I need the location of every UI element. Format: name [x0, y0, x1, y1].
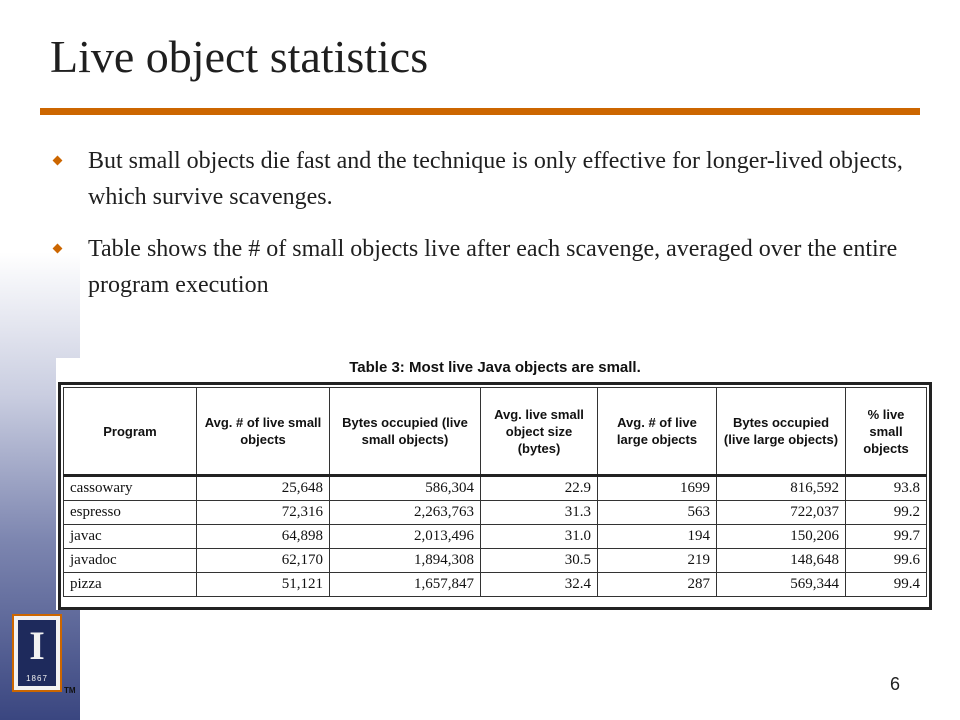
table-frame — [58, 382, 932, 610]
table-header-row — [64, 388, 927, 476]
table-cell: 25,648 — [197, 476, 330, 501]
table-cell: 1,894,308 — [330, 549, 481, 573]
table-cell: espresso — [64, 501, 197, 525]
column-header: % live small objects — [846, 388, 927, 476]
university-logo — [12, 614, 62, 692]
trademark-mark: TM — [64, 686, 76, 695]
table-cell: 93.8 — [846, 476, 927, 501]
table-cell: 2,263,763 — [330, 501, 481, 525]
table-row — [64, 525, 927, 549]
table-cell: 99.7 — [846, 525, 927, 549]
bullet-item — [50, 143, 910, 215]
table-cell: 1,657,847 — [330, 573, 481, 597]
table-cell: 816,592 — [717, 476, 846, 501]
table-figure — [56, 358, 934, 610]
table-cell: 1699 — [598, 476, 717, 501]
table-cell: 99.6 — [846, 549, 927, 573]
table-cell: 194 — [598, 525, 717, 549]
table-cell: 30.5 — [481, 549, 598, 573]
table-cell: 150,206 — [717, 525, 846, 549]
table-cell: 219 — [598, 549, 717, 573]
table-cell: javadoc — [64, 549, 197, 573]
table-row — [64, 476, 927, 501]
table-cell: 31.3 — [481, 501, 598, 525]
table-cell: 22.9 — [481, 476, 598, 501]
table-cell: 31.0 — [481, 525, 598, 549]
slide-title: Live object statistics — [50, 31, 429, 82]
table-cell: 51,121 — [197, 573, 330, 597]
table-row — [64, 501, 927, 525]
table-cell: 62,170 — [197, 549, 330, 573]
table-cell: 72,316 — [197, 501, 330, 525]
table-cell: 563 — [598, 501, 717, 525]
table-cell: 64,898 — [197, 525, 330, 549]
diamond-bullet-icon — [53, 156, 63, 166]
table-cell: 99.4 — [846, 573, 927, 597]
table-cell: 287 — [598, 573, 717, 597]
column-header: Bytes occupied (live large objects) — [717, 388, 846, 476]
logo-year: 1867 — [26, 674, 48, 683]
column-header: Program — [64, 388, 197, 476]
column-header: Avg. # of live large objects — [598, 388, 717, 476]
table-cell: javac — [64, 525, 197, 549]
table-cell: 99.2 — [846, 501, 927, 525]
table-cell: 2,013,496 — [330, 525, 481, 549]
statistics-table — [63, 387, 927, 597]
column-header: Avg. # of live small objects — [197, 388, 330, 476]
logo-background — [18, 620, 56, 686]
table-row — [64, 549, 927, 573]
bullet-list — [50, 143, 910, 319]
table-cell: 32.4 — [481, 573, 598, 597]
column-header: Avg. live small object size (bytes) — [481, 388, 598, 476]
bullet-item — [50, 231, 910, 303]
table-caption: Table 3: Most live Java objects are small. — [349, 359, 641, 376]
table-cell: cassowary — [64, 476, 197, 501]
table-cell: 586,304 — [330, 476, 481, 501]
table-cell: pizza — [64, 573, 197, 597]
table-cell: 148,648 — [717, 549, 846, 573]
page-number: 6 — [890, 674, 901, 694]
bullet-text: Table shows the # of small objects live after each scavenge, averaged over the entire program execution — [88, 236, 898, 298]
table-row — [64, 573, 927, 597]
diamond-bullet-icon — [53, 244, 63, 254]
bullet-text: But small objects die fast and the technique is only effective for longer-lived objects, which survive scavenges. — [88, 148, 903, 210]
table-cell: 722,037 — [717, 501, 846, 525]
column-header: Bytes occupied (live small objects) — [330, 388, 481, 476]
title-underline — [40, 108, 920, 115]
table-cell: 569,344 — [717, 573, 846, 597]
logo-letter: I — [29, 623, 45, 668]
